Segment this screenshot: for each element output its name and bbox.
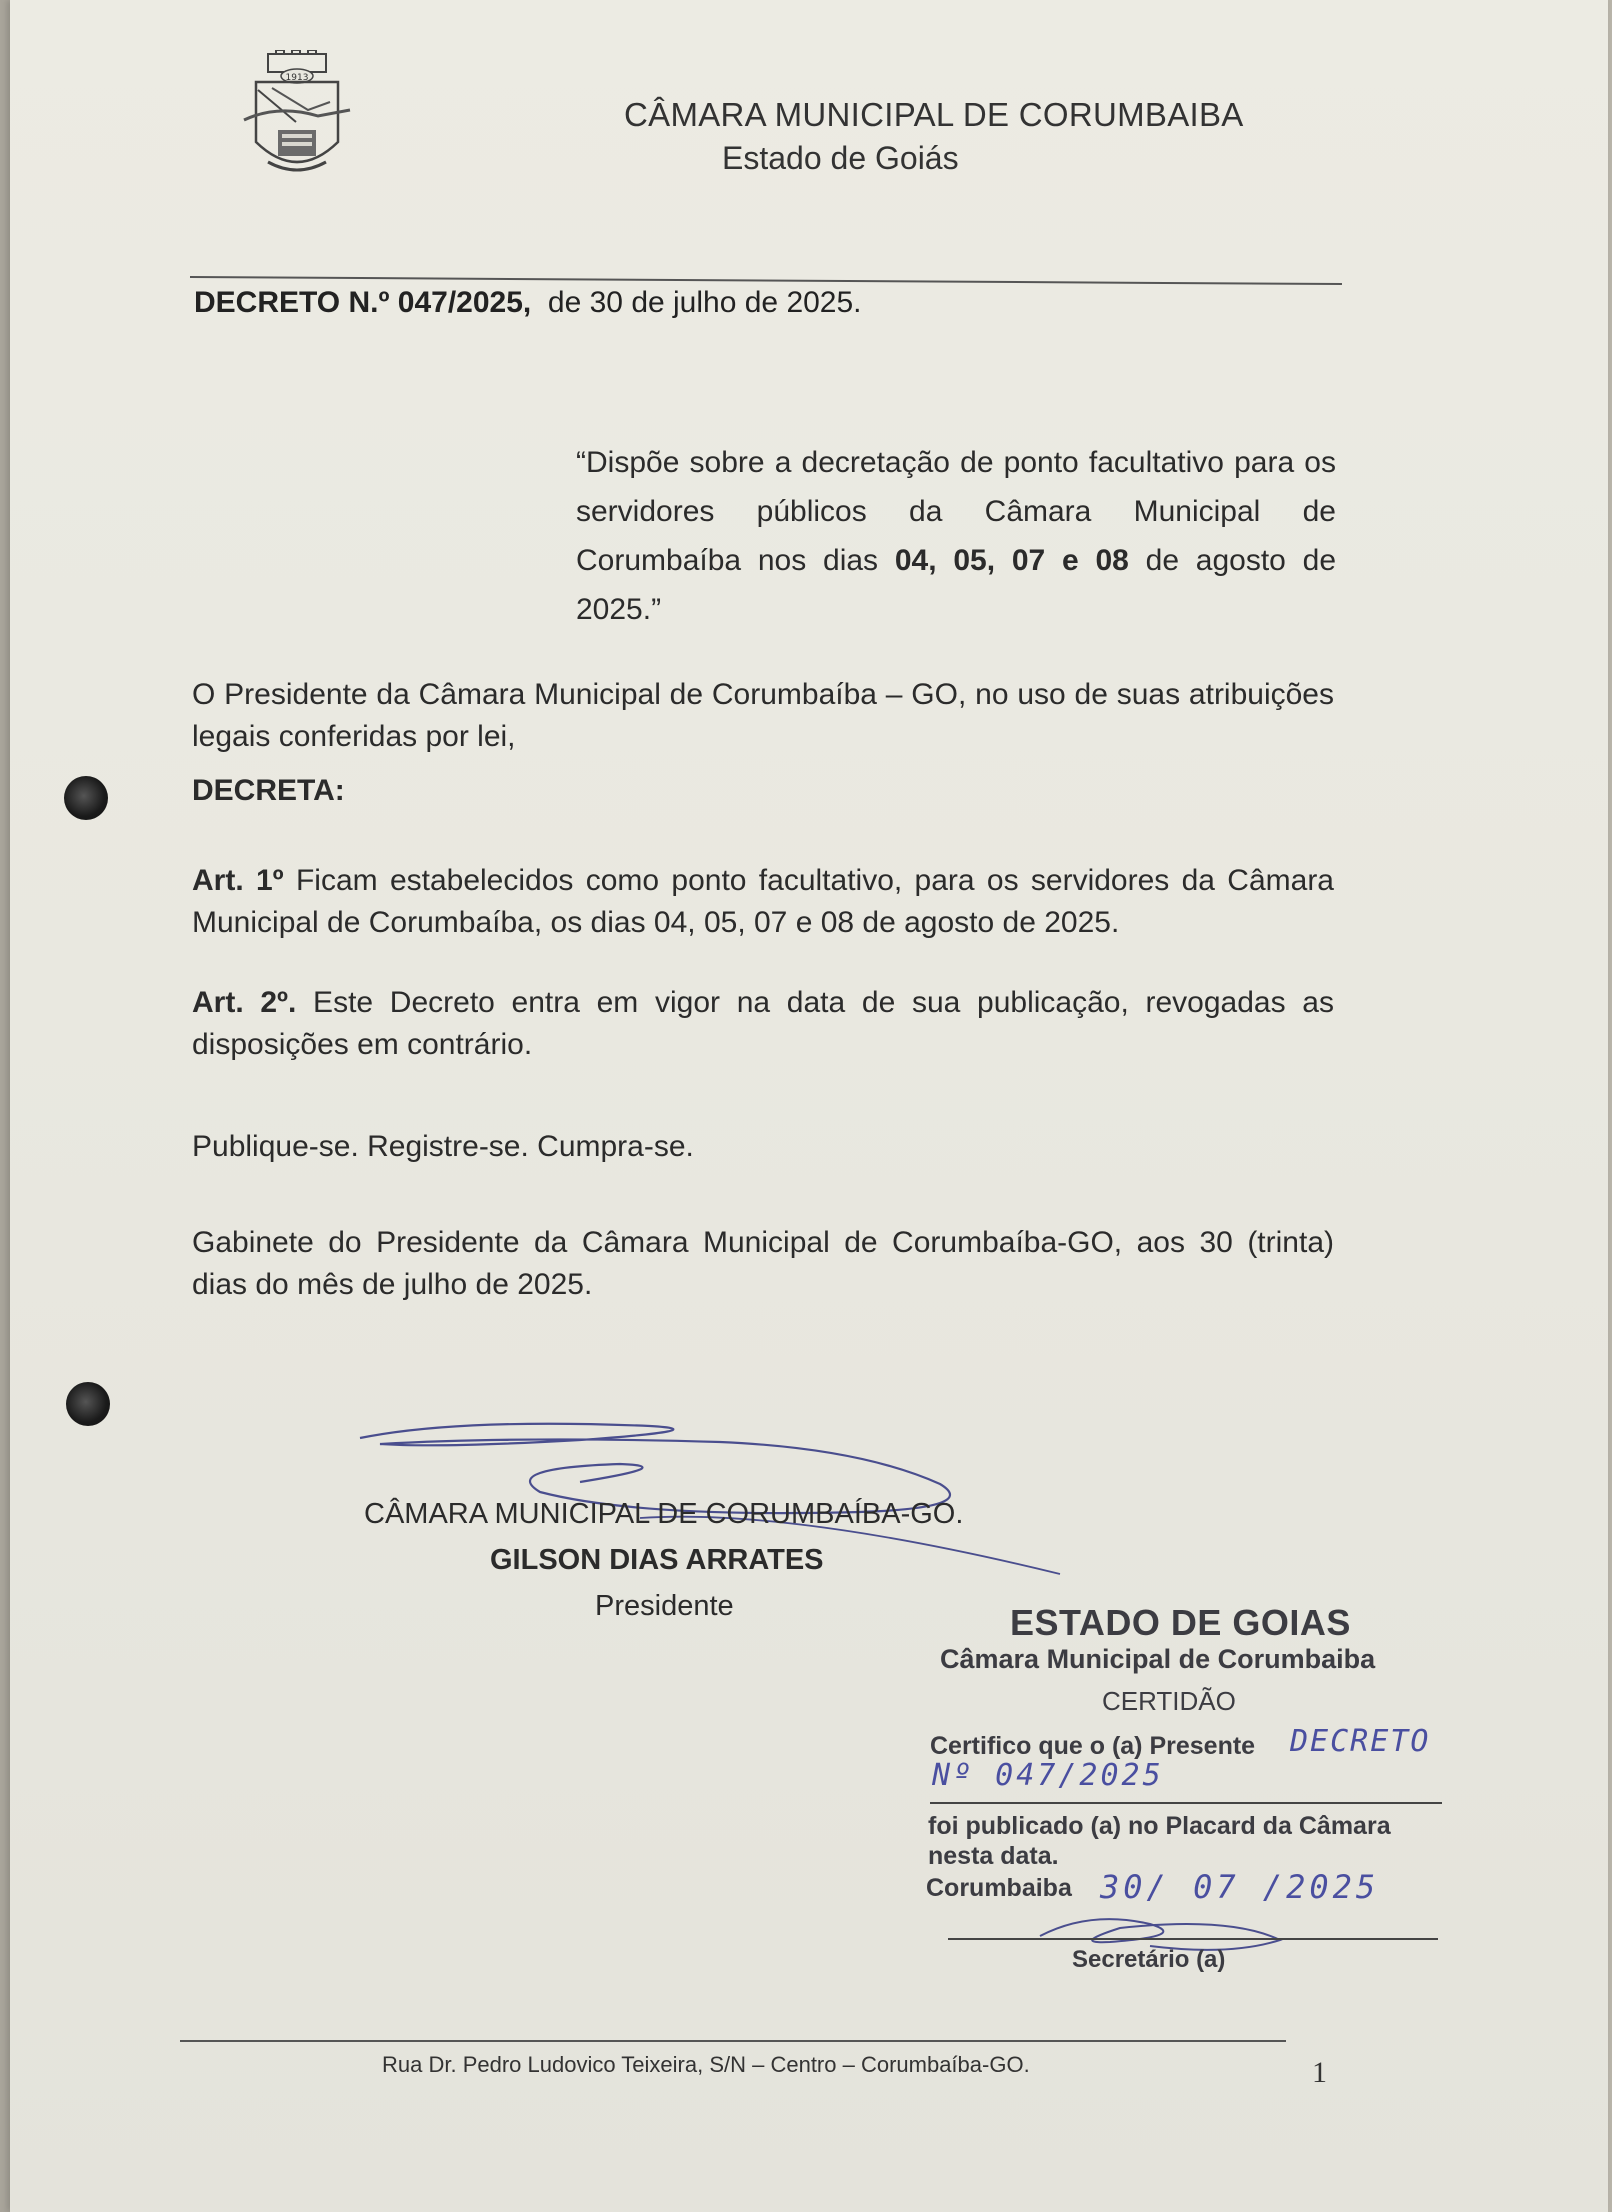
article-2	[192, 982, 1334, 1066]
article-2-text: Este Decreto entra em vigor na data de sua publicação, revogadas as disposições em contrário.	[192, 986, 1334, 1061]
footer-divider	[180, 2040, 1286, 2042]
header-state: Estado de Goiás	[722, 140, 959, 176]
summary-days: 04, 05, 07 e 08	[894, 544, 1129, 577]
summary-text-1: “Dispõe sobre a decretação de ponto facultativo para os servidores públicos da Câmara Municipal de Corumbaíba nos dias	[576, 446, 1336, 577]
signature-org: CÂMARA MUNICIPAL DE CORUMBAÍBA-GO.	[364, 1498, 964, 1530]
svg-text:1913: 1913	[285, 73, 309, 83]
stamp-title: CERTIDÃO	[1102, 1686, 1236, 1716]
decree-number: DECRETO N.º 047/2025,	[194, 286, 532, 319]
article-1-text: Ficam estabelecidos como ponto facultativo, para os servidores da Câmara Municipal de Corumbaíba, os dias 04, 05, 07 e 08 de agosto de 2025.	[192, 864, 1334, 939]
signature-name: GILSON DIAS ARRATES	[490, 1544, 824, 1576]
summary-text-2: de agosto de 2025.”	[576, 544, 1337, 626]
stamp-state: ESTADO DE GOIAS	[1010, 1602, 1351, 1643]
preamble-paragraph: O Presidente da Câmara Municipal de Corumbaíba – GO, no uso de suas atribuições legais conferidas por lei,	[192, 678, 1334, 753]
header-divider	[190, 276, 1342, 285]
publish-statement: Publique-se. Registre-se. Cumpra-se.	[192, 1130, 694, 1163]
document-page	[10, 0, 1608, 2212]
publication-certificate-stamp	[910, 1600, 1470, 2000]
stamp-org: Câmara Municipal de Corumbaiba	[940, 1644, 1376, 1674]
footer-address: Rua Dr. Pedro Ludovico Teixeira, S/N – Centro – Corumbaíba-GO.	[382, 2052, 1030, 2077]
decree-summary	[576, 438, 1336, 634]
stamp-secretary: Secretário (a)	[1072, 1946, 1226, 1973]
article-1	[192, 860, 1334, 944]
article-2-label: Art. 2º.	[192, 986, 297, 1019]
municipal-emblem-icon	[238, 50, 356, 188]
stamp-rule	[948, 1938, 1438, 1940]
stamp-certify: Certifico que o (a) Presente	[930, 1732, 1256, 1760]
punch-hole	[66, 1382, 110, 1426]
article-1-label: Art. 1º	[192, 864, 284, 897]
stamp-city: Corumbaiba	[926, 1874, 1072, 1902]
page-edge	[0, 0, 10, 2212]
signature-role: Presidente	[595, 1590, 734, 1622]
header-org: CÂMARA MUNICIPAL DE CORUMBAIBA	[624, 96, 1244, 133]
stamp-rule	[930, 1802, 1442, 1804]
stamp-handwritten-date: 30/ 07 /2025	[1100, 1868, 1380, 1906]
punch-hole	[64, 776, 108, 820]
stamp-handwritten-doc: DECRETO	[1290, 1724, 1431, 1759]
stamp-published: foi publicado (a) no Placard da Câmara	[928, 1812, 1391, 1840]
stamp-date-label: nesta data.	[928, 1842, 1059, 1870]
page-number: 1	[1312, 2056, 1327, 2089]
decree-title	[194, 286, 862, 320]
decreta-heading: DECRETA:	[192, 774, 345, 807]
stamp-handwritten-number: Nº 047/2025	[932, 1758, 1164, 1793]
decree-date: de 30 de julho de 2025.	[547, 286, 862, 319]
gabinete-statement: Gabinete do Presidente da Câmara Municipal de Corumbaíba-GO, aos 30 (trinta) dias do mês de julho de 2025.	[192, 1226, 1334, 1301]
